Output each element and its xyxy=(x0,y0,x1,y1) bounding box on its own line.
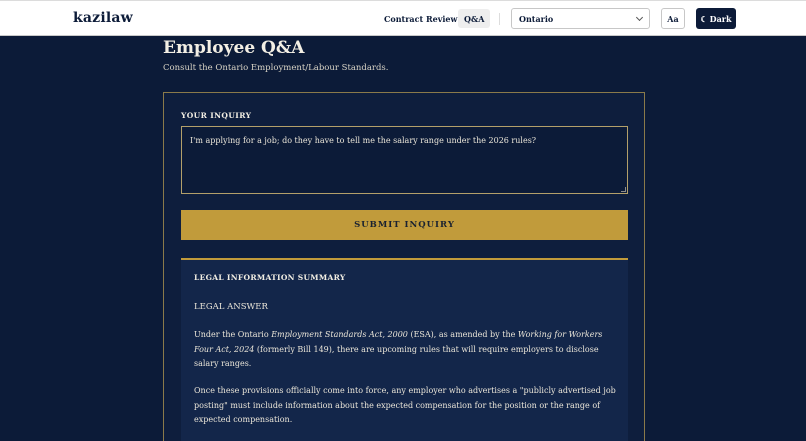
inquiry-textarea[interactable] xyxy=(181,126,628,194)
legal-answer-heading: LEGAL ANSWER xyxy=(194,302,268,312)
resize-handle-icon[interactable] xyxy=(621,187,626,192)
p1-text-e: (formerly Bill 149), there are upcoming rules that will require employers to disclose salary ranges. xyxy=(194,344,599,368)
page-subtitle: Consult the Ontario Employment/Labour Standards. xyxy=(163,63,389,73)
province-select[interactable] xyxy=(511,8,650,29)
province-select-value: Ontario xyxy=(519,13,554,24)
legal-summary-card xyxy=(181,258,628,441)
answer-paragraph-1 xyxy=(194,328,619,372)
submit-inquiry-button[interactable]: SUBMIT INQUIRY xyxy=(181,210,628,240)
top-navigation-bar xyxy=(0,0,806,36)
theme-toggle-button[interactable] xyxy=(696,8,736,29)
workers-act-title: Working for Workers Four Act, 2024 xyxy=(194,330,603,354)
answer-paragraph-2: Once these provisions officially come into force, any employer who advertises a "publicly advertised job posting" must include information about the expected compensation for the position or the range of expected compensation. xyxy=(194,386,616,424)
nav-divider xyxy=(499,13,500,25)
inquiry-label: YOUR INQUIRY xyxy=(181,111,252,120)
esa-act-title: Employment Standards Act, 2000 xyxy=(271,330,408,339)
inquiry-text: I'm applying for a job; do they have to tell me the salary range under the 2026 rules? xyxy=(190,136,537,145)
nav-contract-review[interactable]: Contract Review xyxy=(384,13,458,24)
page-title: Employee Q&A xyxy=(163,38,305,58)
p1-text-c: (ESA), as amended by the xyxy=(407,330,518,339)
app-logo[interactable]: kazilaw xyxy=(73,10,133,26)
theme-toggle-label: Dark xyxy=(709,13,732,24)
p1-text-a: Under the Ontario xyxy=(194,330,272,339)
moon-icon: ☾ xyxy=(700,13,708,24)
nav-qa[interactable]: Q&A xyxy=(458,9,490,28)
inquiry-panel xyxy=(163,92,645,441)
chevron-down-icon xyxy=(636,14,643,21)
summary-title: LEGAL INFORMATION SUMMARY xyxy=(194,273,346,282)
font-size-button[interactable]: Aa xyxy=(661,8,685,29)
